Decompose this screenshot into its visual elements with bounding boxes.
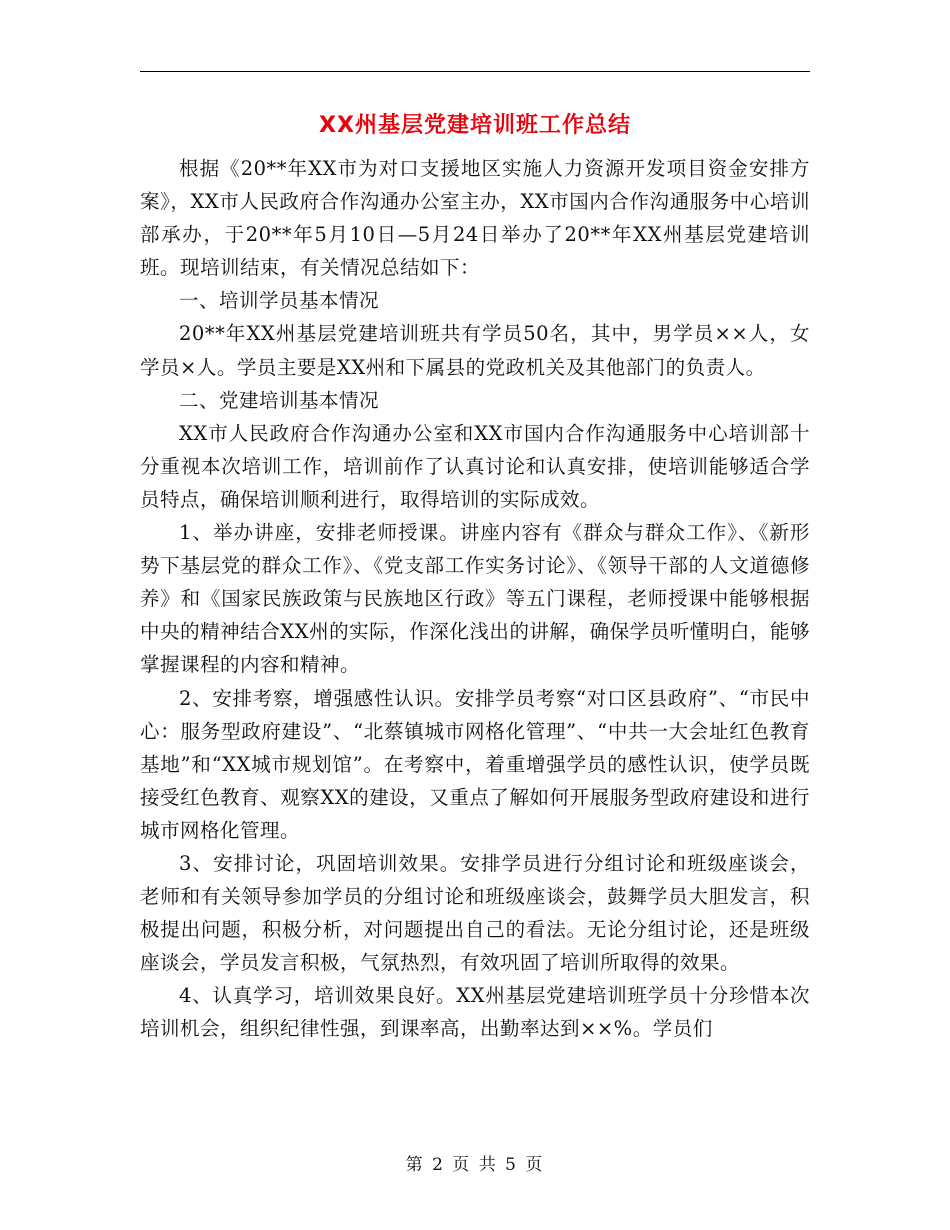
document-title: XX州基层党建培训班工作总结 — [319, 113, 631, 138]
paragraph-trainees: 20**年XX州基层党建培训班共有学员50名，其中，男学员××人，女学员×人。学员主要是XX州和下属县的党政机关及其他部门的负责人。 — [140, 322, 810, 379]
paragraph-lectures: 1、举办讲座，安排老师授课。讲座内容有《群众与群众工作》、《新形势下基层党的群众工作》、《党支部工作实务讨论》、《领导干部的人文道德修养》和《国家民族政策与民族地区行政》等五门课程，老师授课中能够根据中央的精神结合XX州的实际，作深化浅出的讲解，确保学员听懂明白，能够掌握课程的内容和精神。 — [140, 521, 810, 677]
paragraph-visits: 2、安排考察，增强感性认识。安排学员考察“对口区县政府”、“市民中心：服务型政府建设”、“北蔡镇城市网格化管理”、“中共一大会址红色教育基地”和“XX城市规划馆”。在考察中，着重增强学员的感性认识，使学员既接受红色教育、观察XX的建设，又重点了解如何开展服务型政府建设和进行城市网格化管理。 — [140, 686, 810, 842]
paragraph-intro: 根据《20**年XX市为对口支援地区实施人力资源开发项目资金安排方案》，XX市人民政府合作沟通办公室主办，XX市国内合作沟通服务中心培训部承办，于20**年5月10日—5月24日举办了20**年XX州基层党建培训班。现培训结束，有关情况总结如下： — [140, 157, 810, 280]
paragraph-study: 4、认真学习，培训效果良好。XX州基层党建培训班学员十分珍惜本次培训机会，组织纪律性强，到课率高，出勤率达到××%。学员们 — [140, 984, 810, 1041]
document-body — [140, 152, 810, 1046]
paragraph-discussion: 3、安排讨论，巩固培训效果。安排学员进行分组讨论和班级座谈会，老师和有关领导参加学员的分组讨论和班级座谈会，鼓舞学员大胆发言，积极提出问题，积极分析，对问题提出自己的看法。无论分组讨论，还是班级座谈会，学员发言积极，气氛热烈，有效巩固了培训所取得的效果。 — [140, 851, 810, 975]
paragraph-overview: XX市人民政府合作沟通办公室和XX市国内合作沟通服务中心培训部十分重视本次培训工作，培训前作了认真讨论和认真安排，使培训能够适合学员特点，确保培训顺利进行，取得培训的实际成效。 — [140, 421, 810, 511]
page-number: 第 2 页 共 5 页 — [405, 1155, 545, 1175]
section-heading-2: 二、党建培训基本情况 — [179, 388, 380, 412]
section-heading-1: 一、培训学员基本情况 — [179, 289, 380, 313]
header-rule — [140, 71, 810, 72]
